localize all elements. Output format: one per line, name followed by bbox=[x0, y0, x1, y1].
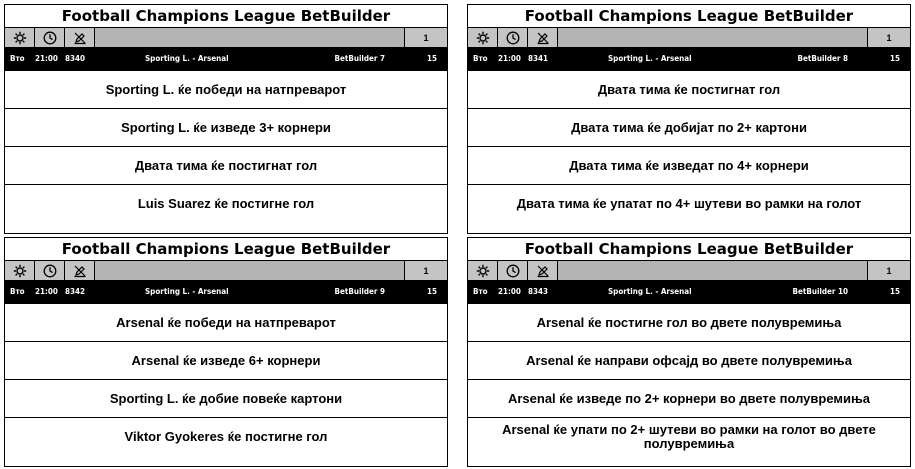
event-info-bar bbox=[5, 48, 447, 70]
event-info-bar bbox=[468, 281, 910, 303]
card-toolbar bbox=[5, 261, 447, 281]
event-code: 8342 bbox=[65, 287, 86, 296]
event-time: 21:00 bbox=[35, 54, 58, 63]
selection-row[interactable]: Двата тима ќе постигнат гол bbox=[5, 146, 447, 184]
selection-row[interactable]: Arsenal ќе направи офсајд во двете полувремиња bbox=[468, 341, 910, 379]
betbuilder-card-8 bbox=[467, 4, 911, 234]
event-match: Sporting L. - Arsenal bbox=[608, 54, 692, 63]
event-info-bar bbox=[468, 48, 910, 70]
toolbar-spacer bbox=[558, 28, 868, 47]
betbuilder-label: BetBuilder 9 bbox=[334, 287, 385, 296]
card-title: Football Champions League BetBuilder bbox=[5, 238, 447, 261]
gear-icon[interactable] bbox=[5, 28, 35, 47]
clock-icon[interactable] bbox=[498, 261, 528, 280]
pencil-off-icon[interactable] bbox=[65, 261, 95, 280]
event-time: 21:00 bbox=[35, 287, 58, 296]
event-day: Вто bbox=[10, 287, 25, 296]
betbuilder-card-10 bbox=[467, 237, 911, 467]
gear-icon[interactable] bbox=[468, 28, 498, 47]
selection-row[interactable]: Arsenal ќе изведе 6+ корнери bbox=[5, 341, 447, 379]
pencil-off-icon[interactable] bbox=[528, 261, 558, 280]
event-code: 8340 bbox=[65, 54, 86, 63]
selection-row[interactable]: Sporting L. ќе изведе 3+ корнери bbox=[5, 108, 447, 146]
betbuilder-label: BetBuilder 10 bbox=[792, 287, 848, 296]
gear-icon[interactable] bbox=[5, 261, 35, 280]
odds-value[interactable]: 15 bbox=[889, 287, 900, 296]
pencil-off-icon[interactable] bbox=[65, 28, 95, 47]
selection-count: 1 bbox=[405, 28, 447, 47]
selection-count: 1 bbox=[405, 261, 447, 280]
selection-row[interactable]: Arsenal ќе упати по 2+ шутеви во рамки на голот во двете полувремиња bbox=[468, 417, 910, 455]
odds-value[interactable]: 15 bbox=[889, 54, 900, 63]
card-title: Football Champions League BetBuilder bbox=[468, 5, 910, 28]
event-match: Sporting L. - Arsenal bbox=[145, 287, 229, 296]
toolbar-spacer bbox=[95, 261, 405, 280]
selection-row[interactable]: Sporting L. ќе победи на натпреварот bbox=[5, 70, 447, 108]
event-match: Sporting L. - Arsenal bbox=[145, 54, 229, 63]
odds-value[interactable]: 15 bbox=[426, 54, 437, 63]
toolbar-spacer bbox=[558, 261, 868, 280]
card-title: Football Champions League BetBuilder bbox=[468, 238, 910, 261]
card-title: Football Champions League BetBuilder bbox=[5, 5, 447, 28]
event-code: 8343 bbox=[528, 287, 549, 296]
clock-icon[interactable] bbox=[35, 28, 65, 47]
toolbar-spacer bbox=[95, 28, 405, 47]
card-toolbar bbox=[468, 261, 910, 281]
betbuilder-label: BetBuilder 7 bbox=[334, 54, 385, 63]
selection-count: 1 bbox=[868, 261, 910, 280]
event-match: Sporting L. - Arsenal bbox=[608, 287, 692, 296]
betbuilder-label: BetBuilder 8 bbox=[797, 54, 848, 63]
selection-row[interactable]: Двата тима ќе изведат по 4+ корнери bbox=[468, 146, 910, 184]
event-day: Вто bbox=[473, 287, 488, 296]
event-time: 21:00 bbox=[498, 54, 521, 63]
selection-count: 1 bbox=[868, 28, 910, 47]
selection-row[interactable]: Luis Suarez ќе постигне гол bbox=[5, 184, 447, 222]
selection-row[interactable]: Viktor Gyokeres ќе постигне гол bbox=[5, 417, 447, 455]
selection-row[interactable]: Двата тима ќе упатат по 4+ шутеви во рамки на голот bbox=[468, 184, 910, 222]
event-time: 21:00 bbox=[498, 287, 521, 296]
selection-row[interactable]: Двата тима ќе постигнат гол bbox=[468, 70, 910, 108]
selection-row[interactable]: Arsenal ќе победи на натпреварот bbox=[5, 303, 447, 341]
selection-row[interactable]: Sporting L. ќе добие повеќе картони bbox=[5, 379, 447, 417]
pencil-off-icon[interactable] bbox=[528, 28, 558, 47]
selection-row[interactable]: Arsenal ќе постигне гол во двете полувремиња bbox=[468, 303, 910, 341]
clock-icon[interactable] bbox=[35, 261, 65, 280]
event-day: Вто bbox=[473, 54, 488, 63]
betbuilder-card-7 bbox=[4, 4, 448, 234]
card-toolbar bbox=[468, 28, 910, 48]
odds-value[interactable]: 15 bbox=[426, 287, 437, 296]
clock-icon[interactable] bbox=[498, 28, 528, 47]
card-toolbar bbox=[5, 28, 447, 48]
selection-row[interactable]: Двата тима ќе добијат по 2+ картони bbox=[468, 108, 910, 146]
gear-icon[interactable] bbox=[468, 261, 498, 280]
event-info-bar bbox=[5, 281, 447, 303]
event-code: 8341 bbox=[528, 54, 549, 63]
selection-row[interactable]: Arsenal ќе изведе по 2+ корнери во двете полувремиња bbox=[468, 379, 910, 417]
betbuilder-card-9 bbox=[4, 237, 448, 467]
event-day: Вто bbox=[10, 54, 25, 63]
